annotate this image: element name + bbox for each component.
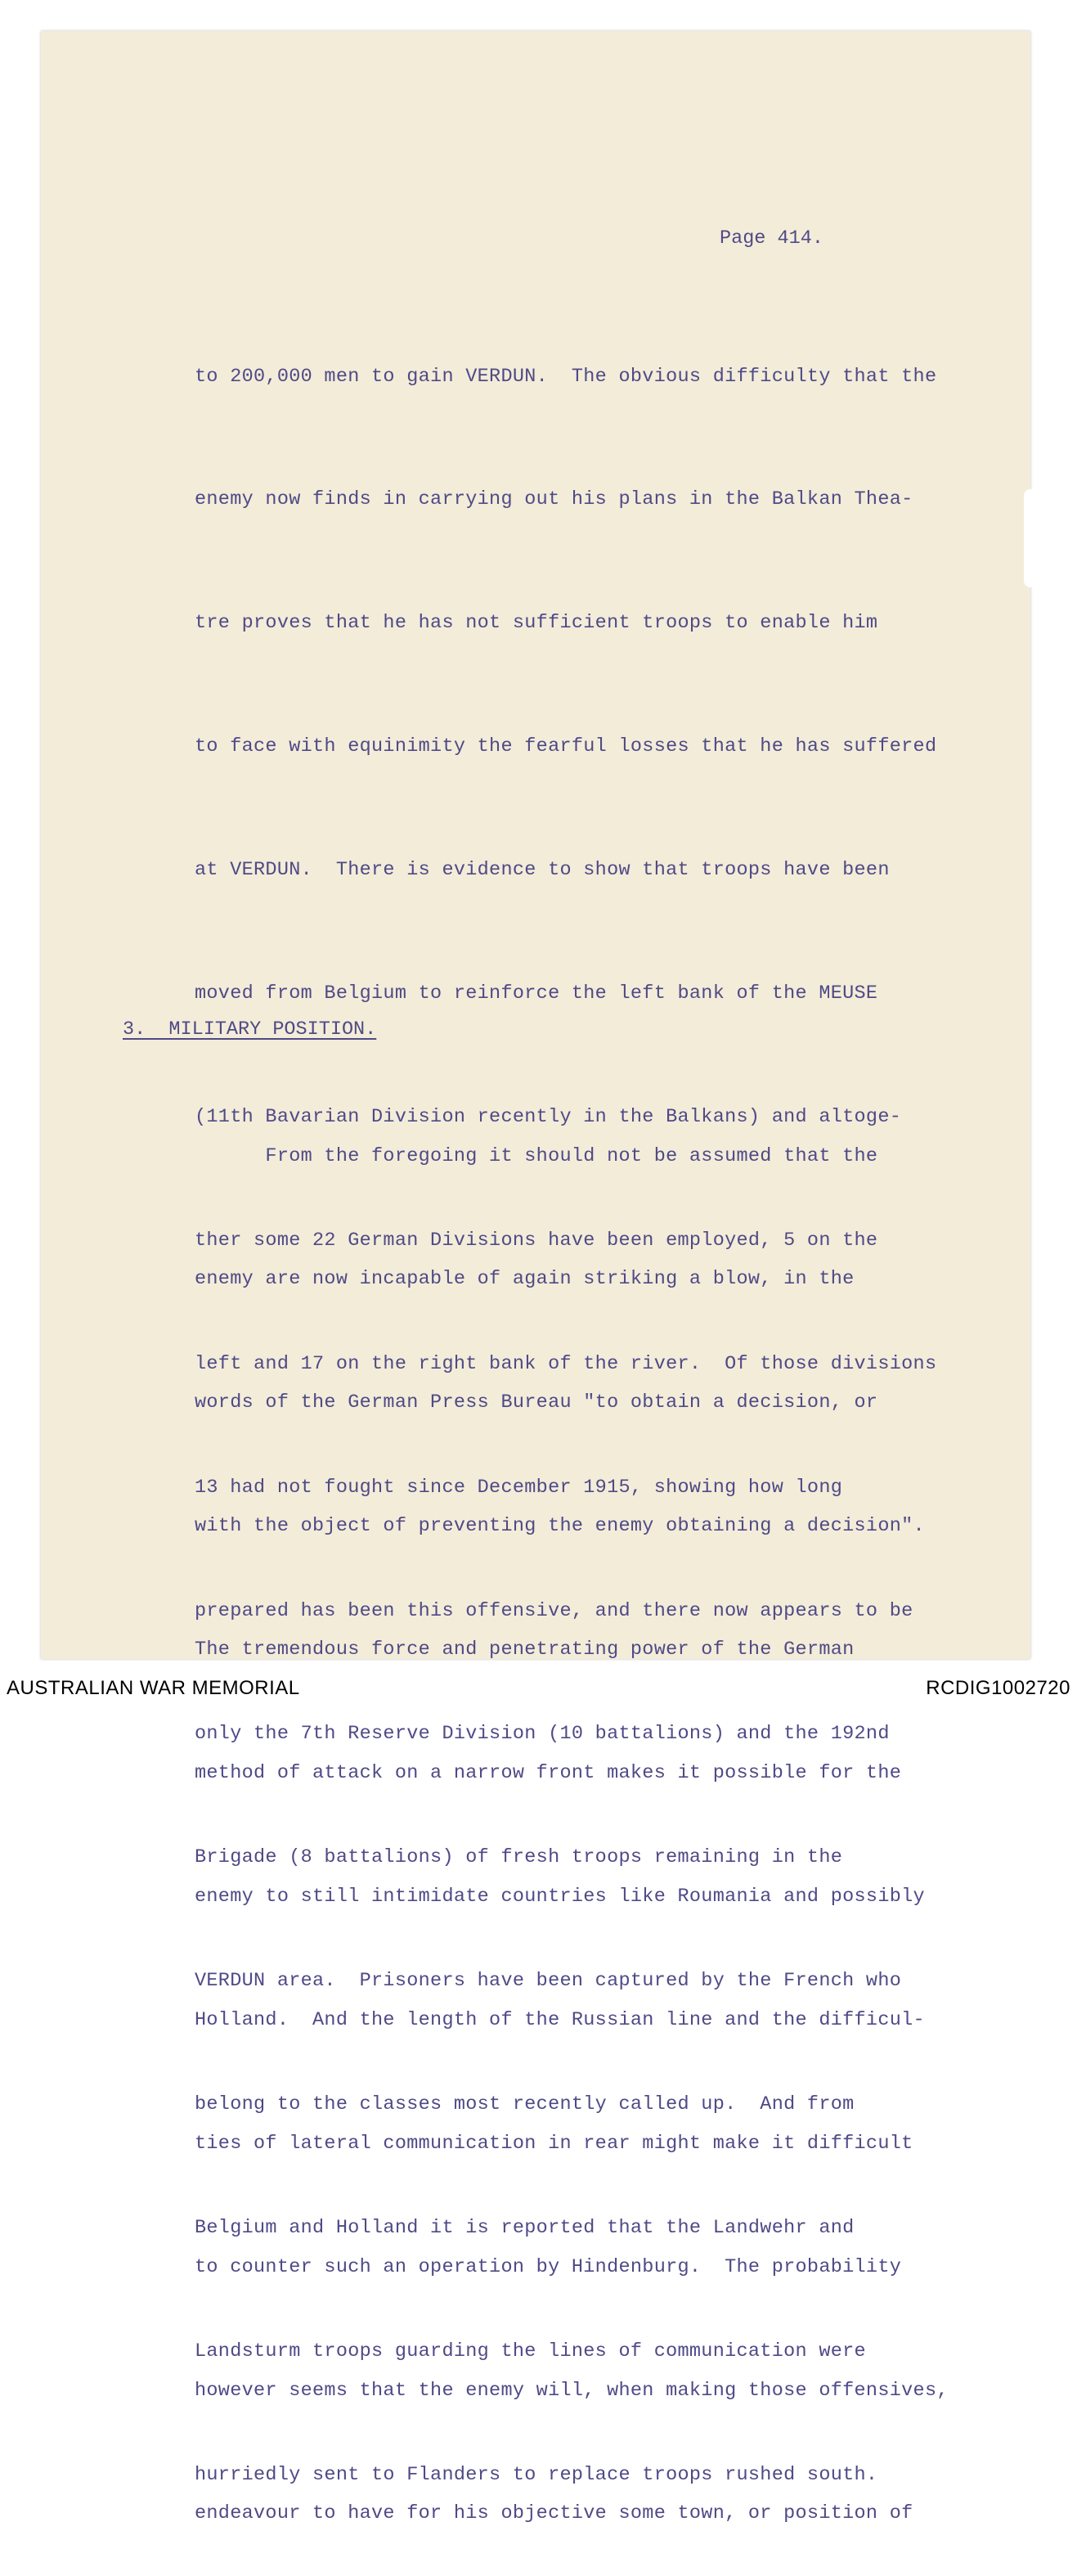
text-line: Landsturm troops guarding the lines of communication were [195,2340,866,2362]
footer-record-id: RCDIG1002720 [926,1677,1070,1699]
torn-edge [1024,489,1035,587]
text-line: words of the German Press Bureau "to obtain a decision, or [195,1391,878,1414]
text-line: only the 7th Reserve Division (10 battalions) and the 192nd [195,1723,890,1746]
text-line: enemy now finds in carrying out his plans in the Balkan Thea- [195,488,913,511]
text-line: moved from Belgium to reinforce the left bank of the MEUSE [195,982,878,1005]
text-line: (11th Bavarian Division recently in the Balkans) and altoge- [195,1105,902,1128]
section-heading: 3. MILITARY POSITION. [123,1018,377,1041]
text-line: endeavour to have for his objective some town, or position of [195,2502,913,2525]
footer-institution: AUSTRALIAN WAR MEMORIAL [7,1677,300,1699]
text-line: Holland. And the length of the Russian line and the difficul- [195,2008,925,2031]
text-line: belong to the classes most recently called up. And from [195,2093,855,2116]
text-line: to face with equinimity the fearful losses that he has suffered [195,735,937,758]
text-line: enemy are now incapable of again striking a blow, in the [195,1268,855,1291]
paragraph-2 [195,1054,1012,2576]
text-line: ther some 22 German Divisions have been employed, 5 on the [195,1229,878,1252]
text-line: Brigade (8 battalions) of fresh troops remaining in the [195,1846,843,1869]
text-line: left and 17 on the right bank of the river. Of those divisions [195,1352,937,1375]
text-line: at VERDUN. There is evidence to show that troops have been [195,859,890,882]
text-line: ties of lateral communication in rear might make it difficult [195,2132,913,2155]
text-line: however seems that the enemy will, when making those offensives, [195,2379,949,2402]
text-line: VERDUN area. Prisoners have been captured by the French who [195,1970,902,1993]
text-line: 13 had not fought since December 1915, showing how long [195,1476,843,1499]
text-line: method of attack on a narrow front makes it possible for the [195,1762,902,1785]
text-line: tre proves that he has not sufficient troops to enable him [195,612,878,635]
text-line: hurriedly sent to Flanders to replace troops rushed south. [195,2463,878,2486]
text-line: Belgium and Holland it is reported that the Landwehr and [195,2216,855,2239]
page-number: Page 414. [720,227,823,250]
text-line: with the object of preventing the enemy obtaining a decision". [195,1515,925,1538]
text-line: to 200,000 men to gain VERDUN. The obvious difficulty that the [195,365,937,388]
text-line: The tremendous force and penetrating power of the German [195,1639,855,1661]
text-line: enemy to still intimidate countries like Roumania and possibly [195,1885,925,1908]
text-line: From the foregoing it should not be assumed that the [195,1144,878,1167]
text-line: to counter such an operation by Hindenburg. The probability [195,2255,902,2278]
text-line: prepared has been this offensive, and there now appears to be [195,1599,913,1622]
